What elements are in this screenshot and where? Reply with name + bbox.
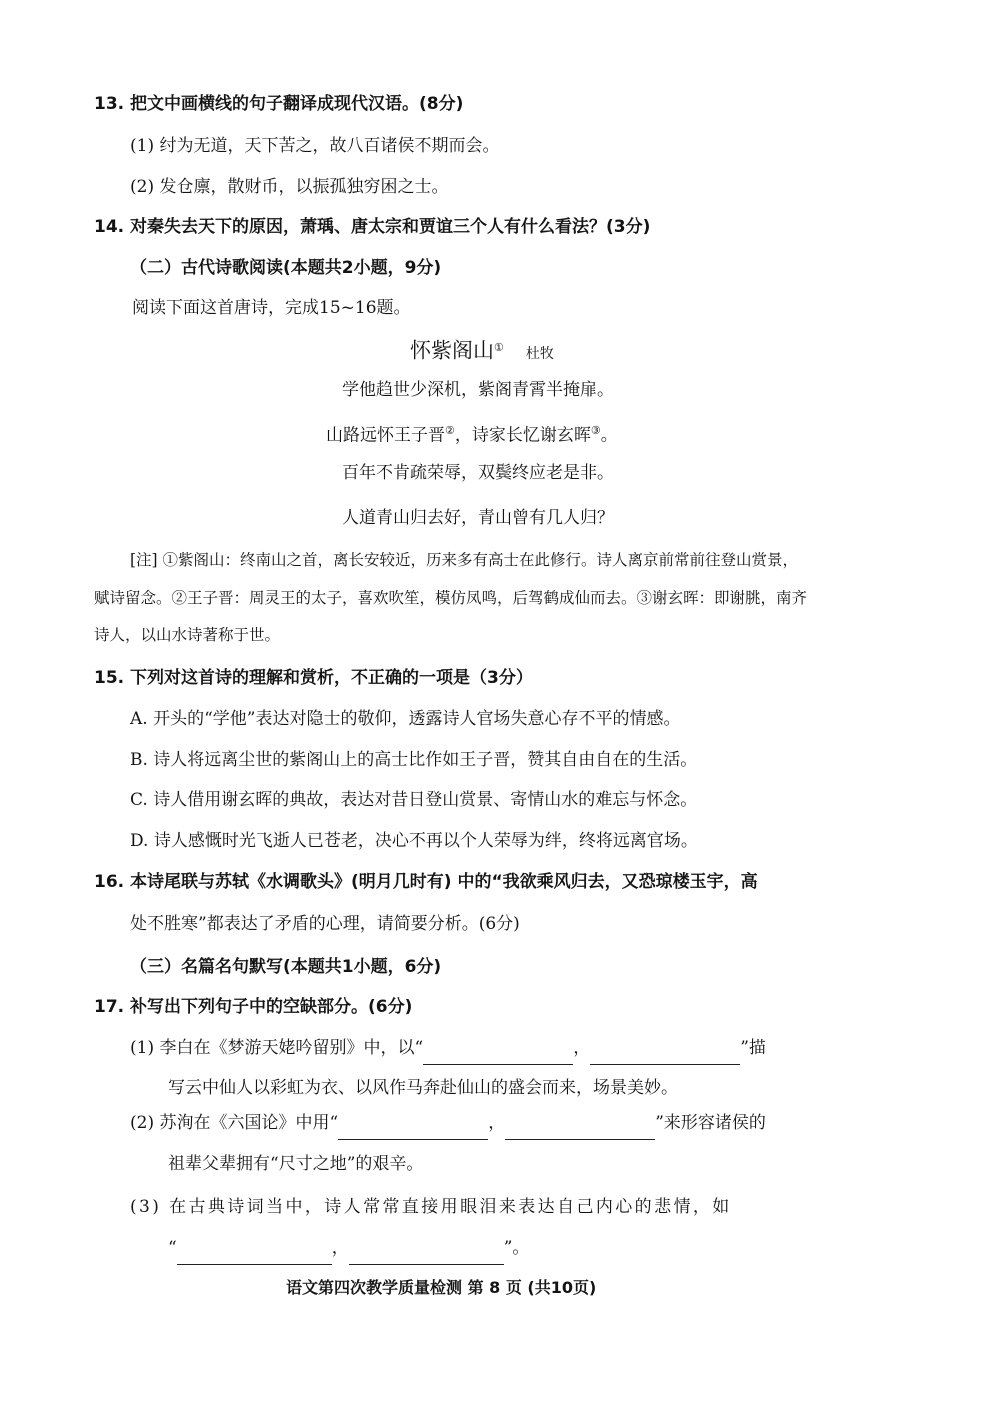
poem-line-2b: ，诗家长忆谢玄晖 (454, 425, 591, 446)
q17-item-1-tail: ”描 (740, 1038, 766, 1058)
q17-item-3: (3) 在古典诗词当中，诗人常常直接用眼泪来表达自己内心的悲情，如 (130, 1197, 732, 1217)
q17-item-1 (130, 1036, 766, 1065)
poem-line-1: 学他趋世少深机，紫阁青霄半掩扉。 (342, 380, 614, 400)
poem-line-3: 百年不肯疏荣辱，双鬓终应老是非。 (342, 463, 614, 483)
q16-line-2: 处不胜寒”都表达了矛盾的心理，请简要分析。(6分) (130, 914, 520, 934)
note-line-3: 诗人，以山水诗著称于世。 (94, 626, 281, 644)
answer-blank-2b[interactable] (505, 1115, 655, 1140)
poem-title: 怀紫阁山 (410, 338, 494, 363)
q17-item-1-text: (1) 李白在《梦游天姥吟留别》中，以“ (130, 1038, 424, 1058)
answer-blank-3b[interactable] (349, 1240, 504, 1265)
poem-author: 杜牧 (525, 345, 554, 362)
poem-title-mark: ① (494, 341, 504, 354)
poem-line-4: 人道青山归去好，青山曾有几人归？ (342, 508, 614, 528)
poem-mark-2: ② (445, 424, 455, 437)
q15-option-a: A. 开头的“学他”表达对隐士的敬仰，透露诗人官场失意心存不平的情感。 (130, 709, 681, 729)
q16-line-1: 16. 本诗尾联与苏轼《水调歌头》(明月几时有) 中的“我欲乘风归去，又恐琼楼玉宇，高 (94, 872, 758, 892)
section2-heading: （二）古代诗歌阅读(本题共2小题，9分) (130, 258, 442, 278)
q15-stem: 15. 下列对这首诗的理解和赏析，不正确的一项是（3分） (94, 668, 533, 688)
poem-line-2a: 山路远怀王子晋 (326, 425, 445, 446)
q17-item-2 (130, 1111, 766, 1140)
q17-item-2-tail: ”来形容诸侯的 (655, 1113, 766, 1133)
q13-item-2: (2) 发仓廪，散财币，以振孤独穷困之士。 (130, 177, 449, 197)
q13-item-1: (1) 纣为无道，天下苦之，故八百诸侯不期而会。 (130, 136, 500, 156)
q17-item-3-comma: ， (331, 1238, 349, 1258)
q17-item-2-text: (2) 苏洵在《六国论》中用“ (130, 1113, 339, 1133)
section3-heading: （三）名篇名句默写(本题共1小题，6分) (130, 957, 442, 977)
section2-intro: 阅读下面这首唐诗，完成15~16题。 (132, 298, 411, 318)
poem-line-2 (326, 419, 618, 448)
q17-item-3-close: ”。 (503, 1238, 530, 1258)
q15-option-b: B. 诗人将远离尘世的紫阁山上的高士比作如王子晋，赞其自由自在的生活。 (130, 750, 698, 770)
answer-blank-1b[interactable] (590, 1040, 740, 1065)
answer-blank-2a[interactable] (338, 1115, 488, 1140)
q17-stem: 17. 补写出下列句子中的空缺部分。(6分) (94, 997, 413, 1017)
q17-item-1-line-2: 写云中仙人以彩虹为衣、以风作马奔赴仙山的盛会而来，场景美妙。 (168, 1078, 678, 1098)
q15-option-c: C. 诗人借用谢玄晖的典故，表达对昔日登山赏景、寄情山水的难忘与怀念。 (130, 790, 698, 810)
q17-item-1-comma: ， (573, 1038, 591, 1058)
answer-blank-3a[interactable] (177, 1240, 332, 1265)
q15-option-d: D. 诗人感慨时光飞逝人已苍老，决心不再以个人荣辱为绊，终将远离官场。 (130, 831, 698, 851)
poem-title-line (410, 336, 554, 366)
poem-line-2c: 。 (600, 425, 618, 446)
answer-blank-1a[interactable] (423, 1040, 573, 1065)
q14-stem: 14. 对秦失去天下的原因，萧瑀、唐太宗和贾谊三个人有什么看法？(3分) (94, 217, 651, 237)
q17-item-3-line-2 (168, 1236, 529, 1265)
q17-item-3-open-quote: “ (168, 1238, 177, 1258)
q13-stem: 13. 把文中画横线的句子翻译成现代汉语。(8分) (94, 94, 464, 114)
note-line-2: 赋诗留念。②王子晋：周灵王的太子，喜欢吹笙，模仿凤鸣，后驾鹤成仙而去。③谢玄晖：即谢朓，南齐 (94, 589, 808, 607)
q17-item-2-comma: ， (488, 1113, 506, 1133)
page-footer: 语文第四次教学质量检测 第 8 页 (共10页) (286, 1278, 597, 1297)
q17-item-2-line-2: 祖辈父辈拥有“尺寸之地”的艰辛。 (168, 1154, 424, 1174)
poem-mark-3: ③ (590, 424, 601, 437)
note-line-1: [注] ①紫阁山：终南山之首，离长安较近，历来多有高士在此修行。诗人离京前常前往登山赏景， (130, 551, 799, 569)
